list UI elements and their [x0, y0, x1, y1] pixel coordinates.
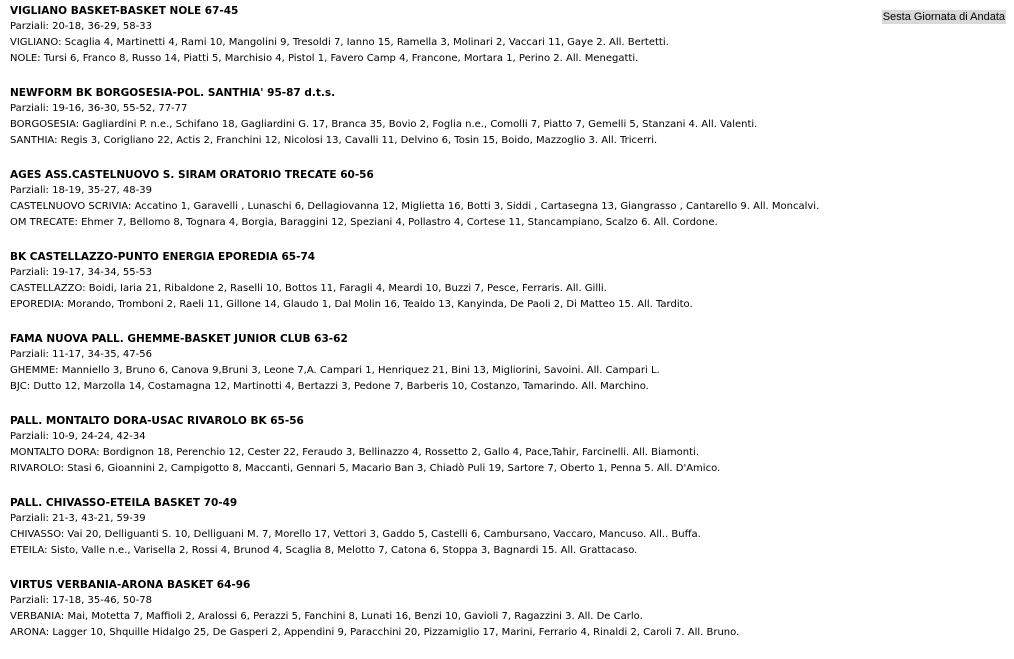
home-roster: BORGOSESIA: Gagliardini P. n.e., Schifano 18, Gagliardini G. 17, Branca 35, Bovio 2, Foglia n.e., Comolli 7, Piatto 7, Gemelli 5, Stanzani 4. All. Valenti.: [10, 119, 758, 130]
game-result: [10, 577, 1010, 641]
game-partials: Parziali: 19-16, 36-30, 55-52, 77-77: [10, 103, 188, 114]
game-partials: Parziali: 17-18, 35-46, 50-78: [10, 595, 152, 606]
away-roster: OM TRECATE: Ehmer 7, Bellomo 8, Tognara 4, Borgia, Baraggini 12, Speziani 4, Pollastro 4, Cortese 11, Stancampiano, Scalzo 6. All. Cordone.: [10, 217, 718, 228]
game-partials: Parziali: 10-9, 24-24, 42-34: [10, 431, 146, 442]
game-title: AGES ASS.CASTELNUOVO S. SIRAM ORATORIO TRECATE 60-56: [10, 169, 374, 181]
game-result: [10, 249, 1010, 313]
home-roster: VERBANIA: Mai, Motetta 7, Maffioli 2, Aralossi 6, Perazzi 5, Fanchini 8, Lunati 16, Benzi 10, Gavioli 7, Ragazzini 3. All. De Carlo.: [10, 611, 643, 622]
game-title: BK CASTELLAZZO-PUNTO ENERGIA EPOREDIA 65-74: [10, 251, 316, 263]
game-partials: Parziali: 21-3, 43-21, 59-39: [10, 513, 146, 524]
game-partials: Parziali: 20-18, 36-29, 58-33: [10, 21, 152, 32]
game-title: VIRTUS VERBANIA-ARONA BASKET 64-96: [10, 579, 251, 591]
home-roster: MONTALTO DORA: Bordignon 18, Perenchio 12, Cester 22, Feraudo 3, Bellinazzo 4, Rossetto 2, Gallo 4, Pace,Tahir, Farcinelli. All. Biamonti.: [10, 447, 700, 458]
home-roster: GHEMME: Manniello 3, Bruno 6, Canova 9,Bruni 3, Leone 7,A. Campari 1, Henriquez 21, Bini 13, Migliorini, Savoini. All. Campari L.: [10, 365, 660, 376]
away-roster: ARONA: Lagger 10, Shquille Hidalgo 25, De Gasperi 2, Appendini 9, Paracchini 20, Pizzamiglio 17, Marini, Ferrario 4, Rinaldi 2, Caroli 7. All. Bruno.: [10, 627, 740, 638]
away-roster: SANTHIA: Regis 3, Corigliano 22, Actis 2, Franchini 12, Nicolosi 13, Cavalli 11, Delvino 6, Tosin 15, Boido, Mazzoglio 3. All. Tricerri.: [10, 135, 658, 146]
game-result: [10, 3, 1010, 67]
game-result: [10, 167, 1010, 231]
home-roster: CHIVASSO: Vai 20, Delliguanti S. 10, Delliguani M. 7, Morello 17, Vettori 3, Gaddo 5, Castelli 6, Cambursano, Vaccaro, Mancuso. All.. Buffa.: [10, 529, 701, 540]
game-title: NEWFORM BK BORGOSESIA-POL. SANTHIA' 95-87 d.t.s.: [10, 87, 336, 99]
game-partials: Parziali: 18-19, 35-27, 48-39: [10, 185, 152, 196]
game-result: [10, 331, 1010, 395]
game-result: [10, 495, 1010, 559]
home-roster: CASTELNUOVO SCRIVIA: Accatino 1, Garavelli , Lunaschi 6, Dellagiovanna 12, Miglietta 16, Botti 3, Siddi , Cartasegna 13, Giangrasso , Cantarello 9. All. Moncalvi.: [10, 201, 820, 212]
away-roster: ETEILA: Sisto, Valle n.e., Varisella 2, Rossi 4, Brunod 4, Scaglia 8, Melotto 7, Catona 6, Stoppa 3, Bagnardi 15. All. Grattacaso.: [10, 545, 638, 556]
home-roster: VIGLIANO: Scaglia 4, Martinetti 4, Rami 10, Mangolini 9, Tresoldi 7, Ianno 15, Ramella 3, Molinari 2, Vaccari 11, Gaye 2. All. Bertetti.: [10, 37, 669, 48]
game-title: PALL. CHIVASSO-ETEILA BASKET 70-49: [10, 497, 238, 509]
results-list: [10, 3, 1010, 659]
away-roster: EPOREDIA: Morando, Tromboni 2, Raeli 11, Gillone 14, Glaudo 1, Dal Molin 16, Tealdo 13, Kanyinda, De Paoli 2, Di Matteo 15. All. Tardito.: [10, 299, 693, 310]
game-partials: Parziali: 11-17, 34-35, 47-56: [10, 349, 152, 360]
game-result: [10, 85, 1010, 149]
game-partials: Parziali: 19-17, 34-34, 55-53: [10, 267, 152, 278]
home-roster: CASTELLAZZO: Boidi, Iaria 21, Ribaldone 2, Raselli 10, Bottos 11, Faragli 4, Meardi 10, Buzzi 7, Pesce, Ferraris. All. Gilli.: [10, 283, 607, 294]
game-title: VIGLIANO BASKET-BASKET NOLE 67-45: [10, 5, 239, 17]
away-roster: BJC: Dutto 12, Marzolla 14, Costamagna 12, Martinotti 4, Bertazzi 3, Pedone 7, Barberis 10, Costanzo, Tamarindo. All. Marchino.: [10, 381, 649, 392]
game-title: PALL. MONTALTO DORA-USAC RIVAROLO BK 65-56: [10, 415, 304, 427]
away-roster: NOLE: Tursi 6, Franco 8, Russo 14, Piatti 5, Marchisio 4, Pistol 1, Favero Camp 4, Francone, Mortara 1, Perino 2. All. Menegatti.: [10, 53, 639, 64]
round-label: Sesta Giornata di Andata: [882, 11, 1005, 23]
game-result: [10, 413, 1010, 477]
away-roster: RIVAROLO: Stasi 6, Gioannini 2, Campigotto 8, Maccanti, Gennari 5, Macario Ban 3, Chiadò Puli 19, Sartore 7, Oberto 1, Penna 5. All. D'Amico.: [10, 463, 721, 474]
game-title: FAMA NUOVA PALL. GHEMME-BASKET JUNIOR CLUB 63-62: [10, 333, 348, 345]
